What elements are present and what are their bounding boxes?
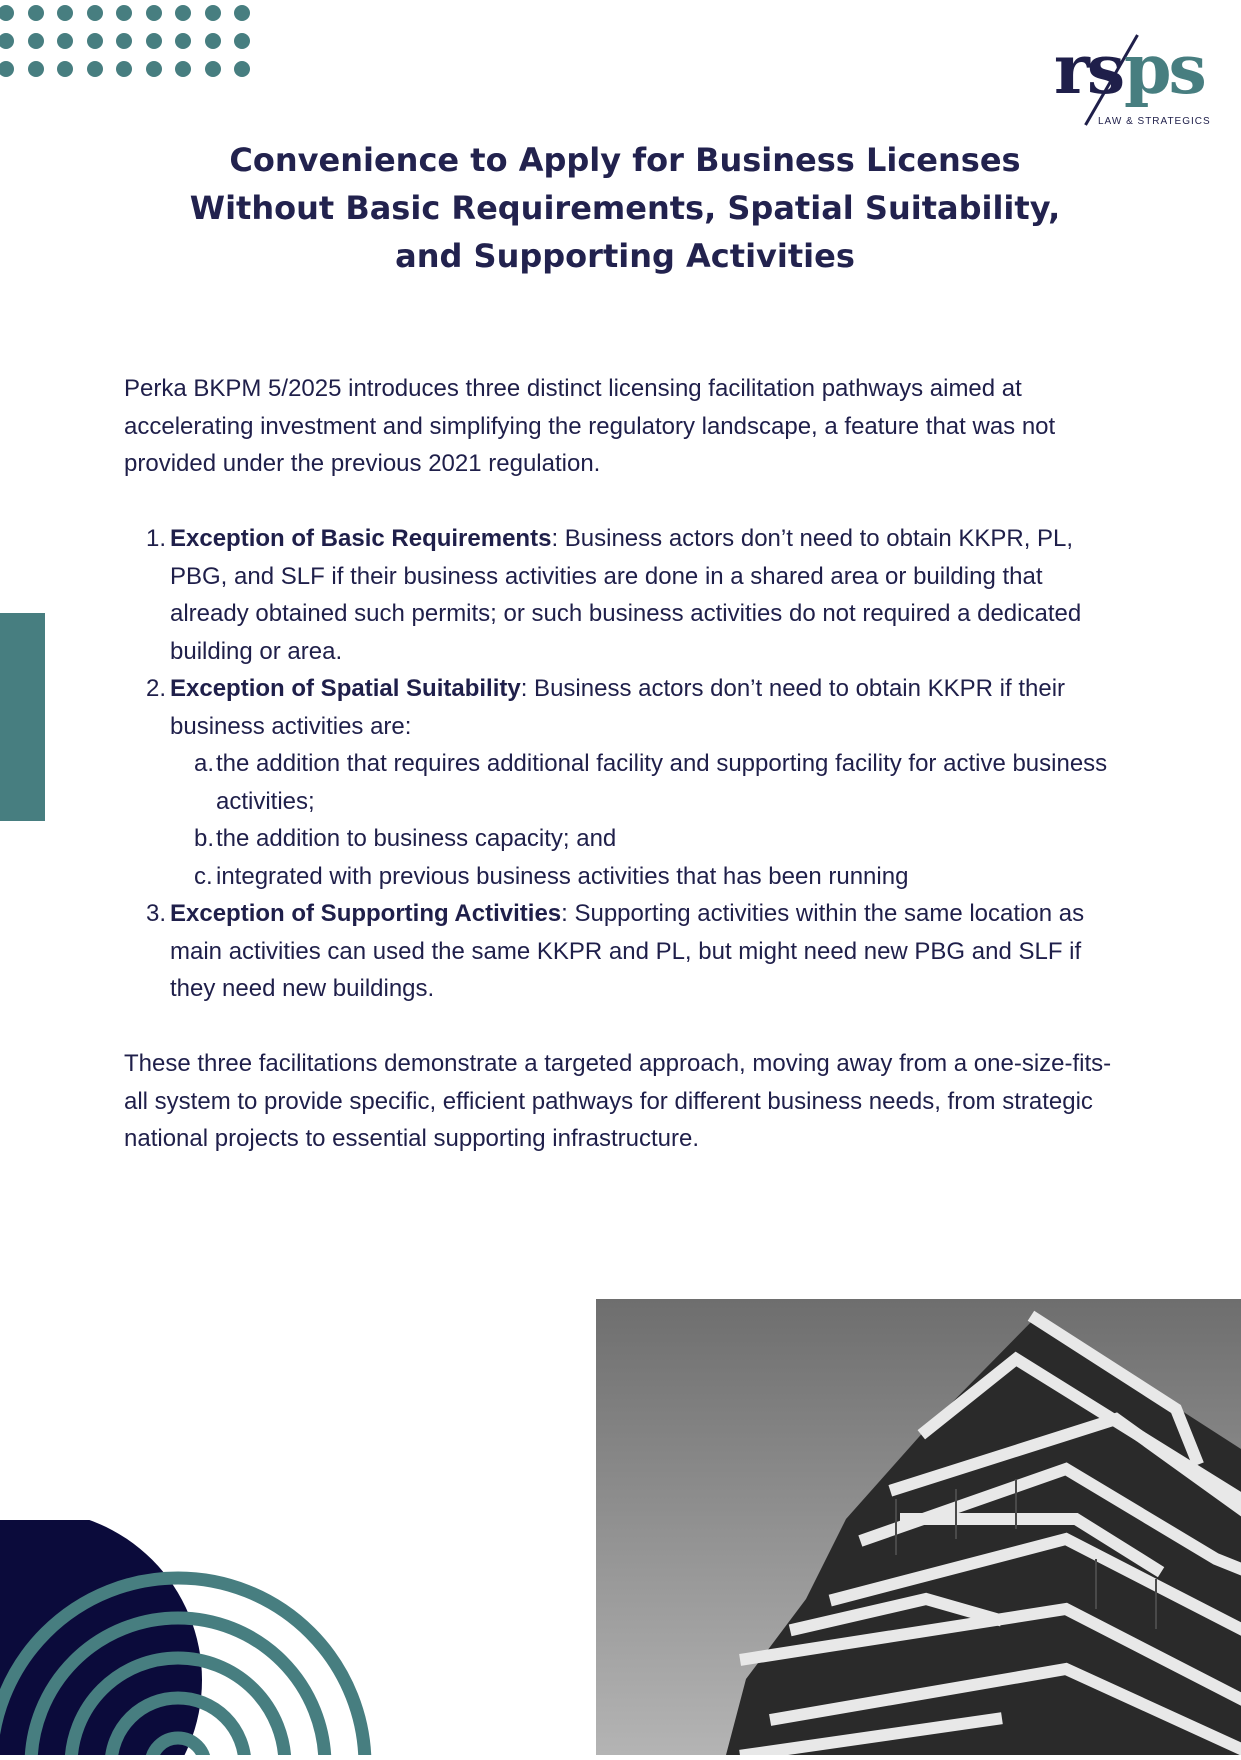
side-accent-bar [0,613,45,821]
decorative-dot [205,5,221,21]
dot-pattern-decoration [0,0,260,90]
decorative-dot [234,33,250,49]
decorative-dot [28,61,44,77]
decorative-dot [234,5,250,21]
decorative-dot [205,33,221,49]
decorative-dot [175,5,191,21]
decorative-dot [0,61,14,77]
list-item-basic-requirements [124,520,1124,670]
decorative-dot [87,61,103,77]
sublist-text: integrated with previous business activities that has been running [216,862,909,890]
spatial-suitability-sublist [170,745,1124,895]
logo-ps-text: ps [1124,30,1204,110]
sublist-text: the addition that requires additional facility and supporting facility for active business activities; [216,750,1108,815]
decorative-dot [57,5,73,21]
decorative-dot [175,33,191,49]
list-item-spatial-suitability [124,670,1124,895]
decorative-dot [28,33,44,49]
decorative-dot [0,33,14,49]
page-title: Convenience to Apply for Business Licenses Without Basic Requirements, Spatial Suitability, and Supporting Activities [189,141,1061,275]
list-number: 3. [146,900,167,927]
decorative-dot [205,61,221,77]
decorative-dot [87,33,103,49]
decorative-dot [28,5,44,21]
decorative-dot [57,33,73,49]
item-text: : Business actors don’t need to obtain KKPR if their business activities are: [170,675,1066,740]
decorative-dot [116,5,132,21]
decorative-dot [57,61,73,77]
list-item-supporting-activities [124,895,1124,1008]
sublist-text: the addition to business capacity; and [216,825,617,852]
sublist-item [170,745,1124,820]
decorative-dot [146,61,162,77]
sublist-letter: c. [194,862,213,890]
facilitation-list [124,520,1124,1008]
decorative-dot [175,61,191,77]
intro-paragraph: Perka BKPM 5/2025 introduces three distinct licensing facilitation pathways aimed at accelerating investment and simplifying the regulatory landscape, a feature that was not provided under the previous 2021 regulation. [124,375,1056,477]
sublist-item [170,820,1124,858]
logo-rs-text: rs [1054,30,1123,110]
item-text: : Business actors don’t need to obtain KKPR, PL, PBG, and SLF if their business activities are done in a shared area or building that already obtained such permits; or such business activities do not required a dedicated building or area. [170,525,1082,665]
decorative-dot [234,61,250,77]
concentric-circles-decoration [0,1520,380,1755]
decorative-dot [146,5,162,21]
conclusion-paragraph: These three facilitations demonstrate a targeted approach, moving away from a one-size-fits-all system to provide specific, efficient pathways for different business needs, from strategic national projects to essential supporting infrastructure. [124,1050,1112,1152]
decorative-dot [116,33,132,49]
sublist-item [170,858,1124,896]
logo-subtitle: LAW & STRATEGICS [1098,116,1211,127]
decorative-dot [87,5,103,21]
item-heading: Exception of Basic Requirements [170,525,552,552]
sublist-letter: b. [194,825,215,852]
list-number: 1. [146,525,167,552]
document-body [124,370,1124,1158]
item-heading: Exception of Supporting Activities [170,900,562,927]
item-text: : Supporting activities within the same location as main activities can used the same KKPR and PL, but might need new PBG and SLF if they need new buildings. [170,900,1085,1002]
decorative-dot [116,61,132,77]
decorative-dot [0,5,14,21]
decorative-dot [146,33,162,49]
list-number: 2. [146,675,167,702]
building-photo [596,1299,1241,1755]
sublist-letter: a. [194,750,215,777]
rsps-logo [1040,24,1220,134]
item-heading: Exception of Spatial Suitability [170,675,521,702]
